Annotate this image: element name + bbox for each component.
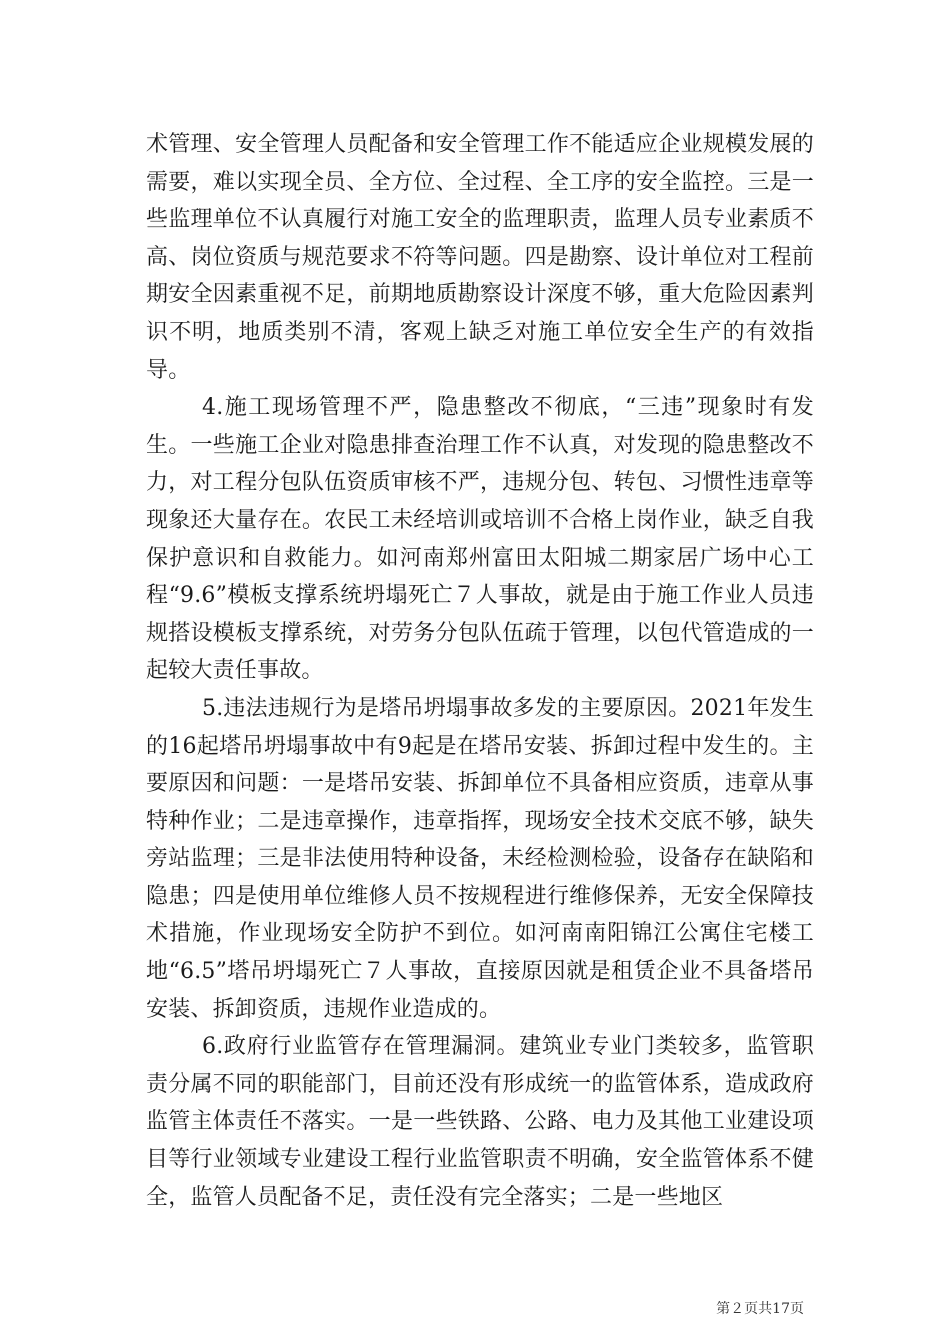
paragraph-item-4: 4.施工现场管理不严，隐患整改不彻底，“三违”现象时有发生。一些施工企业对隐患排查治理工作不认真，对发现的隐患整改不力，对工程分包队伍资质审核不严，违规分包、转包、习惯性违章等现象还大量存在。农民工未经培训或培训不合格上岗作业，缺乏自我保护意识和自救能力。如河南郑州富田太阳城二期家居广场中心工程“9.6”模板支撑系统坍塌死亡７人事故，就是由于施工作业人员违规搭设模板支撑系统，对劳务分包队伍疏于管理，以包代管造成的一起较大责任事故。 (146, 395, 814, 684)
document-body (146, 126, 814, 1216)
paragraph-item-6: 6.政府行业监管存在管理漏洞。建筑业专业门类较多，监管职责分属不同的职能部门，目前还没有形成统一的监管体系，造成政府监管主体责任不落实。一是一些铁路、公路、电力及其他工业建设项目等行业领域专业建设工程行业监管职责不明确，安全监管体系不健全，监管人员配备不足，责任没有完全落实；二是一些地区 (146, 1034, 814, 1210)
paragraph-item-5: 5.违法违规行为是塔吊坍塌事故多发的主要原因。2021年发生的16起塔吊坍塌事故中有9起是在塔吊安装、拆卸过程中发生的。主要原因和问题：一是塔吊安装、拆卸单位不具备相应资质，违章从事特种作业；二是违章操作，违章指挥，现场安全技术交底不够，缺失旁站监理；三是非法使用特种设备，未经检测检验，设备存在缺陷和隐患；四是使用单位维修人员不按规程进行维修保养，无安全保障技术措施，作业现场安全防护不到位。如河南南阳锦江公寓住宅楼工地“6.5”塔吊坍塌死亡７人事故，直接原因就是租赁企业不具备塔吊安装、拆卸资质，违规作业造成的。 (146, 695, 814, 1022)
page-number-footer: 第２页共17页 (716, 1301, 804, 1317)
paragraph-continued: 术管理、安全管理人员配备和安全管理工作不能适应企业规模发展的需要，难以实现全员、全方位、全过程、全工序的安全监控。三是一些监理单位不认真履行对施工安全的监理职责，监理人员专业素质不高、岗位资质与规范要求不符等问题。四是勘察、设计单位对工程前期安全因素重视不足，前期地质勘察设计深度不够，重大危险因素判识不明，地质类别不清，客观上缺乏对施工单位安全生产的有效指导。 (146, 132, 814, 383)
